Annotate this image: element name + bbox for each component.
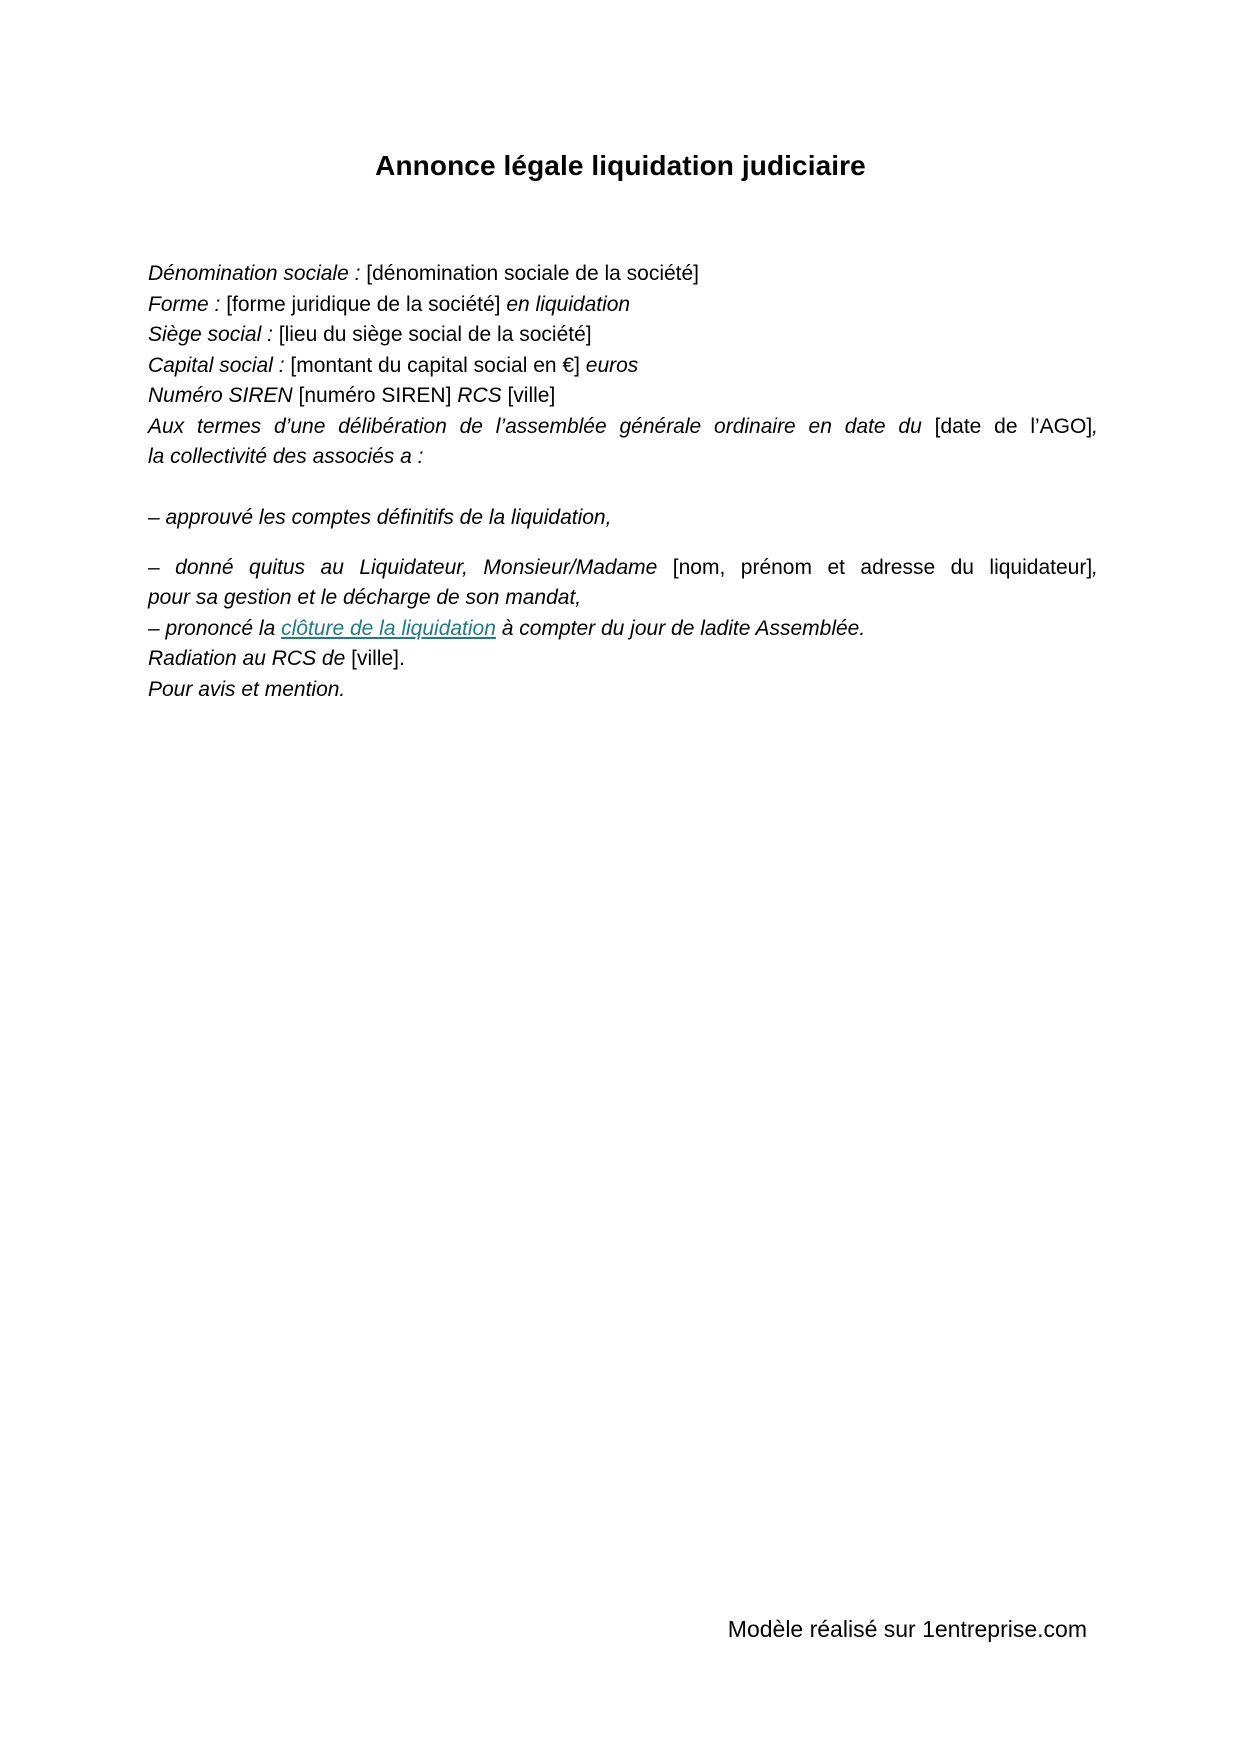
forme-line: [148, 290, 1098, 321]
siege-line: [148, 320, 1098, 351]
termes-end: ,: [1092, 414, 1099, 438]
quitus-value: [nom, prénom et adresse du liquidateur]: [672, 555, 1093, 579]
radiation-value: [ville]: [351, 647, 399, 670]
capital-label: Capital social :: [148, 353, 285, 377]
prononce-start: – prononcé la: [148, 616, 276, 640]
gestion-line: [148, 583, 1098, 614]
forme-label: Forme :: [148, 292, 221, 316]
capital-suffix: euros: [585, 353, 639, 377]
prononce-end: à compter du jour de ladite Assemblée.: [501, 616, 866, 640]
collectivite-line: [148, 442, 1098, 473]
siege-value: [lieu du siège social de la société]: [278, 323, 592, 346]
siege-label: Siège social :: [148, 323, 273, 346]
approuve-text: – approuvé les comptes définitifs de la liquidation,: [148, 506, 612, 529]
avis-text: Pour avis et mention.: [148, 677, 346, 701]
denomination-line: [148, 259, 1098, 290]
termes-line: [148, 412, 1098, 443]
denomination-label: Dénomination sociale :: [148, 262, 361, 285]
radiation-text: Radiation au RCS de: [148, 647, 346, 670]
radiation-end: .: [399, 647, 405, 670]
rcs-label: RCS: [457, 384, 502, 407]
rcs-value: [ville]: [507, 384, 556, 407]
forme-suffix: en liquidation: [506, 292, 631, 316]
siren-value: [numéro SIREN]: [298, 384, 452, 407]
quitus-text: – donné quitus au Liquidateur, Monsieur/Madame: [148, 555, 658, 579]
paragraph-spacing: [148, 534, 1098, 553]
cloture-liquidation-link[interactable]: clôture de la liquidation: [281, 616, 496, 640]
document-title: Annonce légale liquidation judiciaire: [375, 150, 866, 181]
radiation-line: [148, 644, 1098, 675]
termes-value: [date de l’AGO]: [934, 414, 1093, 438]
quitus-end: ,: [1092, 555, 1098, 579]
capital-value: [montant du capital social en €]: [290, 353, 580, 377]
avis-line: [148, 675, 1098, 706]
approuve-line: [148, 503, 1098, 534]
prononce-line: [148, 614, 1098, 645]
blank-line: [148, 473, 1098, 504]
forme-value: [forme juridique de la société]: [226, 292, 501, 316]
document-body: [148, 259, 1098, 705]
siren-label: Numéro SIREN: [148, 384, 293, 407]
gestion-text: pour sa gestion et le décharge de son mandat,: [148, 586, 582, 609]
siren-line: [148, 381, 1098, 412]
denomination-value: [dénomination sociale de la société]: [366, 262, 700, 285]
quitus-line: [148, 553, 1098, 584]
capital-line: [148, 351, 1098, 382]
collectivite-text: la collectivité des associés a :: [148, 445, 424, 468]
footer-credit: Modèle réalisé sur 1entreprise.com: [727, 1616, 1087, 1642]
termes-text: Aux termes d’une délibération de l’assemblée générale ordinaire en date du: [148, 414, 922, 438]
